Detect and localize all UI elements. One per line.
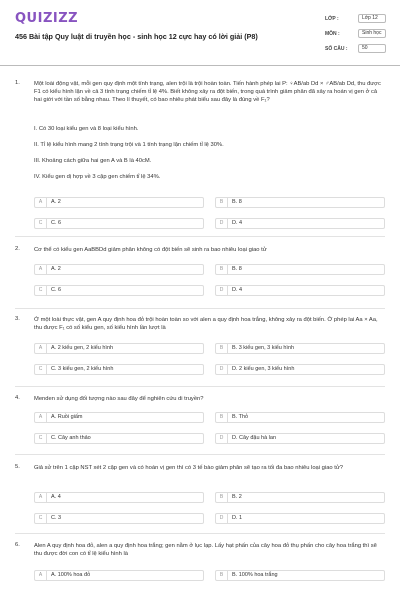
- question-count-label: SỐ CÂU :: [325, 46, 348, 52]
- question-divider: [15, 386, 385, 387]
- option-letter: B: [216, 198, 228, 207]
- option-letter: D: [216, 365, 228, 374]
- question-divider: [15, 236, 385, 237]
- statement-2: II. Tỉ lệ kiểu hình mang 2 tính trạng trội và 1 tính trạng lặn chiếm tỉ lệ 30%.: [34, 142, 224, 148]
- option-a[interactable]: [34, 570, 204, 581]
- option-b[interactable]: [215, 264, 385, 275]
- question-text: Ở một loài thực vật, gen A quy định hoa đỏ trội hoàn toàn so với alen a quy định hoa trắng, không xảy ra đột biến. Ở phép lai Aa × Aa, thu được F₁ có số kiểu gen, số kiểu hình lần lượt là: [34, 317, 378, 331]
- subject-label: MÔN :: [325, 31, 340, 37]
- option-b[interactable]: [215, 197, 385, 208]
- option-letter: D: [216, 286, 228, 295]
- document-title: 456 Bài tập Quy luật di truyền học - sinh học 12 cực hay có lời giải (P8): [15, 32, 258, 41]
- option-a[interactable]: [34, 492, 204, 503]
- option-c[interactable]: [34, 218, 204, 229]
- option-letter: C: [35, 514, 47, 523]
- option-text: D. Cây đậu hà lan: [232, 435, 277, 441]
- option-text: A. 100% hoa đỏ: [51, 572, 91, 578]
- option-text: C. 6: [51, 220, 62, 226]
- option-c[interactable]: [34, 285, 204, 296]
- option-c[interactable]: [34, 433, 204, 444]
- option-text: B. 2: [232, 494, 242, 500]
- option-text: B. 8: [232, 266, 242, 272]
- question-divider: [15, 533, 385, 534]
- question-text: Giả sử trên 1 cặp NST xét 2 cặp gen và có hoán vị gen thì có 3 tế bào giảm phân sẽ tạo ra tối đa bao nhiêu loại giao tử?: [34, 465, 343, 471]
- option-a[interactable]: [34, 343, 204, 354]
- option-text: D. 2 kiểu gen, 3 kiểu hình: [232, 366, 295, 372]
- option-letter: A: [35, 265, 47, 274]
- option-text: C. 3 kiểu gen, 2 kiểu hình: [51, 366, 114, 372]
- option-text: C. 6: [51, 287, 62, 293]
- question-number: 4.: [15, 395, 20, 401]
- option-letter: C: [35, 365, 47, 374]
- question-text: Menden sử dụng đối tượng nào sau đây để nghiên cứu di truyền?: [34, 396, 204, 402]
- question-count-field: 50: [358, 44, 386, 53]
- option-d[interactable]: [215, 364, 385, 375]
- option-letter: D: [216, 514, 228, 523]
- option-letter: C: [35, 219, 47, 228]
- question-number: 6.: [15, 542, 20, 548]
- option-c[interactable]: [34, 364, 204, 375]
- option-d[interactable]: [215, 433, 385, 444]
- option-text: A. 2: [51, 199, 61, 205]
- option-d[interactable]: [215, 218, 385, 229]
- option-b[interactable]: [215, 492, 385, 503]
- statement-1: I. Có 30 loại kiểu gen và 8 loại kiểu hình.: [34, 126, 139, 132]
- question-divider: [15, 308, 385, 309]
- quizizz-logo: QUIZIZZ: [15, 11, 79, 26]
- option-text: D. 1: [232, 515, 243, 521]
- question-number: 5.: [15, 464, 20, 470]
- option-letter: D: [216, 219, 228, 228]
- question-text: Alen A quy định hoa đỏ, alen a quy định hoa trắng; gen nằm ở lục lạp. Lấy hạt phấn của cây hoa đỏ thụ phấn cho cây hoa trắng thì sẽ thu được đời con có tỉ lệ kiểu hình là: [34, 543, 377, 557]
- option-letter: B: [216, 413, 228, 422]
- option-letter: B: [216, 344, 228, 353]
- page-header: [0, 0, 400, 66]
- option-letter: A: [35, 493, 47, 502]
- question-text: Cơ thể có kiểu gen AaBBDd giảm phân không có đột biến sẽ sinh ra bao nhiêu loại giao tử: [34, 247, 267, 253]
- option-text: A. 2: [51, 266, 61, 272]
- option-d[interactable]: [215, 285, 385, 296]
- option-letter: A: [35, 571, 47, 580]
- option-text: B. 8: [232, 199, 242, 205]
- option-text: A. 2 kiểu gen, 2 kiểu hình: [51, 345, 114, 351]
- option-text: D. 4: [232, 220, 243, 226]
- question-divider: [15, 454, 385, 455]
- option-letter: A: [35, 198, 47, 207]
- option-text: B. 3 kiểu gen, 3 kiểu hình: [232, 345, 295, 351]
- option-letter: B: [216, 493, 228, 502]
- option-letter: D: [216, 434, 228, 443]
- option-text: A. Ruồi giấm: [51, 414, 83, 420]
- option-letter: B: [216, 265, 228, 274]
- question-text: Một loài động vật, mỗi gen quy định một tính trạng, alen trội là trội hoàn toàn. Tiến hành phép lai P: ♀AB/ab Dd × ♂AB/ab Dd, thu được F1 có kiểu hình lặn về cả 3 tính trạng chiếm tỉ lệ 4%. Biết không xảy ra đột biến, trong quá trình giảm phân đã xảy ra hoán vị gen ở cả hai giới với tần số bằng nhau. Theo lí thuyết, có bao nhiêu phát biểu sau đây là đúng về F₁?: [34, 81, 381, 103]
- option-a[interactable]: [34, 264, 204, 275]
- option-d[interactable]: [215, 513, 385, 524]
- question-number: 1.: [15, 80, 20, 86]
- grade-label: LỚP :: [325, 16, 339, 22]
- statement-4: IV. Kiểu gen dị hợp về 3 cặp gen chiếm tỉ lệ 34%.: [34, 174, 161, 180]
- option-text: B. Thỏ: [232, 414, 249, 420]
- option-a[interactable]: [34, 197, 204, 208]
- option-letter: C: [35, 286, 47, 295]
- question-number: 3.: [15, 316, 20, 322]
- option-text: D. 4: [232, 287, 243, 293]
- option-letter: B: [216, 571, 228, 580]
- subject-field: Sinh học: [358, 29, 386, 38]
- option-text: B. 100% hoa trắng: [232, 572, 278, 578]
- option-text: A. 4: [51, 494, 61, 500]
- option-b[interactable]: [215, 570, 385, 581]
- option-a[interactable]: [34, 412, 204, 423]
- option-letter: A: [35, 344, 47, 353]
- question-number: 2.: [15, 246, 20, 252]
- option-b[interactable]: [215, 412, 385, 423]
- grade-field: Lớp 12: [358, 14, 386, 23]
- option-letter: C: [35, 434, 47, 443]
- statement-3: III. Khoảng cách giữa hai gen A và B là 40cM.: [34, 158, 152, 164]
- option-text: C. Cây anh thảo: [51, 435, 91, 441]
- option-letter: A: [35, 413, 47, 422]
- option-b[interactable]: [215, 343, 385, 354]
- option-c[interactable]: [34, 513, 204, 524]
- option-text: C. 3: [51, 515, 62, 521]
